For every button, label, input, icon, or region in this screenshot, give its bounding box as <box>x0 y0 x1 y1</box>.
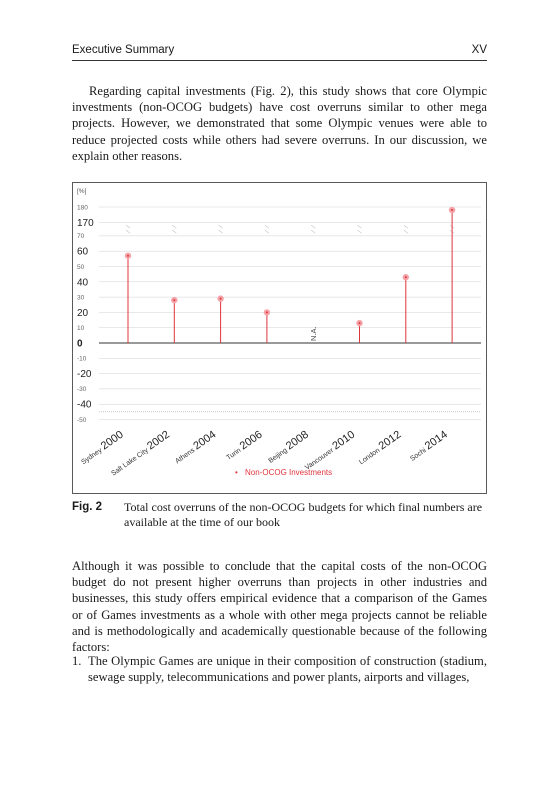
x-tick-city: Vancouver <box>303 445 337 472</box>
x-tick-city: London <box>358 445 383 467</box>
x-tick-label <box>265 429 311 466</box>
y-tick-label: -50 <box>77 416 87 424</box>
data-point-center <box>220 298 222 300</box>
legend-label: Non-OCOG Investments <box>245 468 333 477</box>
data-point-center <box>451 209 453 211</box>
figure-caption-text: Total cost overruns of the non-OCOG budgets for which final numbers are available at the time of our book <box>124 500 483 529</box>
data-point-center <box>127 255 129 257</box>
y-tick-label: 30 <box>77 294 85 302</box>
y-tick-label: 0 <box>77 338 83 350</box>
x-tick-city: Sydney <box>80 445 106 467</box>
x-tick-year: 2004 <box>191 428 219 453</box>
x-tick-year: 2008 <box>283 428 311 453</box>
axis-break-mark <box>126 225 130 233</box>
data-point-center <box>173 299 175 301</box>
data-point-center <box>359 322 361 324</box>
y-tick-label: 70 <box>77 233 85 241</box>
y-axis-unit-label: [%] <box>77 188 87 195</box>
axis-break-mark <box>172 225 176 233</box>
figure-label: Fig. 2 <box>72 501 103 513</box>
y-tick-label: 20 <box>77 307 89 319</box>
x-tick-year: 2012 <box>376 428 404 453</box>
x-tick-label <box>223 429 264 463</box>
figure-caption <box>72 500 487 529</box>
x-tick-year: 2002 <box>145 428 173 453</box>
x-tick-year: 2000 <box>98 428 126 453</box>
running-header-title: Executive Summary <box>72 44 175 56</box>
x-tick-label <box>302 429 358 473</box>
list-item-number: 1. <box>72 654 82 668</box>
x-tick-city: Athens <box>174 445 198 466</box>
running-header <box>72 42 487 56</box>
axis-break-mark <box>311 225 315 233</box>
na-label: N.A. <box>309 326 319 341</box>
header-rule <box>72 60 487 61</box>
x-tick-label <box>172 429 218 466</box>
figure-2-chart <box>72 182 487 494</box>
x-tick-label <box>356 429 404 467</box>
y-tick-label: -10 <box>77 355 87 363</box>
y-tick-label: 60 <box>77 246 89 258</box>
paragraph-capital-investments: Regarding capital investments (Fig. 2), this study shows that core Olympic investments (non-OCOG budgets) have cost overruns similar to other mega projects. However, we demonstrated that some Olympic venues were able to reduce projected costs while others had severe overruns. In our discussion, we explain other reasons. <box>72 84 487 163</box>
y-tick-label: 180 <box>77 204 88 212</box>
axis-break-mark <box>404 225 408 233</box>
x-tick-label <box>78 429 126 467</box>
x-tick-year: 2006 <box>237 428 265 453</box>
axis-break-mark <box>358 225 362 233</box>
x-tick-city: Beijing <box>267 445 291 465</box>
y-tick-label: 50 <box>77 263 85 271</box>
y-tick-label: 170 <box>77 217 94 229</box>
axis-break-mark <box>265 225 269 233</box>
paragraph-comparison: Although it was possible to conclude that the capital costs of the non-OCOG budget do not present higher overruns than projects in other industries and businesses, this study offers empirical evidence that a comparison of the Games or of Games investments as a whole with other mega projects cannot be reliable and is methodologically and academically questionable because of the following factors: <box>72 559 487 655</box>
y-tick-label: -30 <box>77 386 87 394</box>
list-item-text: The Olympic Games are unique in their composition of construction (stadium, sewage supply, telecommunications and power plants, airports and villages, <box>88 654 487 685</box>
cost-overrun-chart <box>73 183 486 493</box>
y-tick-label: 40 <box>77 277 89 289</box>
x-tick-city: Turin <box>225 445 244 462</box>
data-point-center <box>405 276 407 278</box>
y-tick-label: 10 <box>77 325 85 332</box>
x-tick-year: 2014 <box>422 428 450 453</box>
legend-marker: • <box>235 468 238 477</box>
x-tick-city: Salt Lake City <box>110 445 152 478</box>
x-tick-city: Sochi <box>409 445 430 463</box>
x-tick-label <box>407 429 450 464</box>
page-number: XV <box>471 44 487 56</box>
axis-break-mark <box>219 225 223 233</box>
x-tick-year: 2010 <box>330 428 358 453</box>
y-tick-label: -20 <box>77 369 92 381</box>
data-point-center <box>266 311 268 313</box>
list-item-1 <box>72 653 487 685</box>
y-tick-label: -40 <box>77 399 92 411</box>
